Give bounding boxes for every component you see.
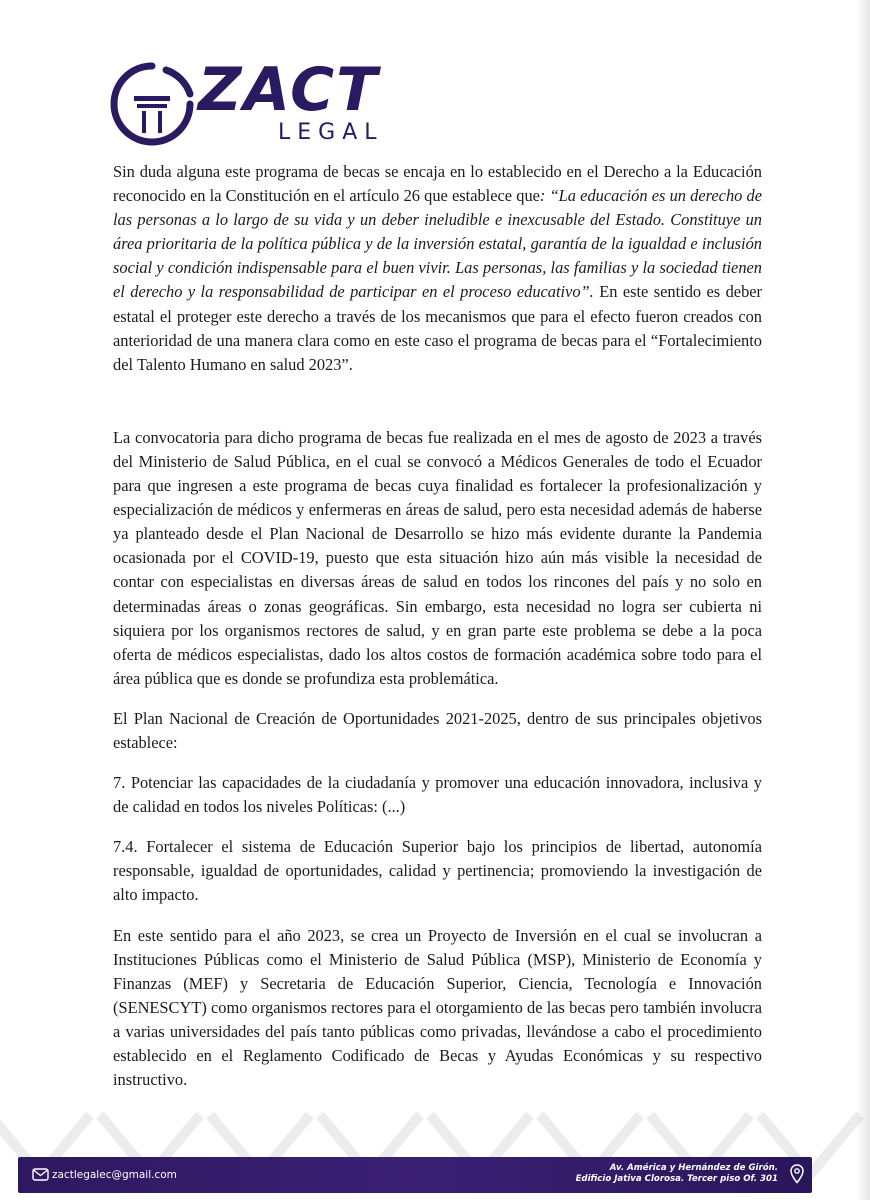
document-body (113, 160, 762, 1092)
logo-brand-text: ZACT (198, 55, 380, 125)
paragraph-objective-7: 7. Potenciar las capacidades de la ciudadanía y promover una educación innovadora, inclusiva y de calidad en todos los niveles Políticas: (...) (113, 773, 762, 817)
footer-address-line2: Edificio Jativa Clorosa. Tercer piso Of. 301 (575, 1174, 778, 1184)
paragraph-proyecto-inversion: En este sentido para el año 2023, se crea un Proyecto de Inversión en el cual se involucran a Instituciones Públicas como el Ministerio de Salud Pública (MSP), Ministerio de Economía y Finanzas (MEF) y Secretaria de Educación Superior, Ciencia, Tecnología e Innovación (SENESCYT) como organismos rectores para el otorgamiento de las becas pero también involucra a varias universidades del país tanto públicas como privadas, llevándose a cabo el procedimiento establecido en el Reglamento Codificado de Becas y Ayudas Económicas y su respectivo instructivo. (113, 925, 762, 1090)
paragraph-objective-7-4: 7.4. Fortalecer el sistema de Educación Superior bajo los principios de libertad, autonomía responsable, igualdad de oportunidades, calidad y pertinencia; promoviendo la investigación de alto impacto. (113, 837, 762, 905)
pillar-emblem-icon (106, 58, 198, 150)
footer-address-line1: Av. América y Hernández de Girón. (609, 1163, 778, 1173)
paragraph-text: Sin duda alguna este programa de becas se encaja en lo establecido en el Derecho a la Educación reconocido en la Constitución en el artículo 26 que establece que (113, 162, 762, 206)
constitution-quote: : “La educación es un derecho de las personas a lo largo de su vida y un deber ineludible e inexcusable del Estado. Constituye un área prioritaria de la política pública y de la inversión estatal, garantía de la igualdad e inclusión social y condición indispensable para el buen vivir. Las personas, las familias y la sociedad tienen el derecho y la responsabilidad de participar en el proceso educativo”. (113, 186, 762, 302)
paragraph-constitution (113, 160, 762, 377)
zact-legal-logo (106, 55, 386, 150)
paragraph-plan-nacional: El Plan Nacional de Creación de Oportunidades 2021-2025, dentro de sus principales objetivos establece: (113, 708, 762, 752)
location-pin-icon (790, 1164, 804, 1184)
footer-email[interactable]: zactlegalec@gmail.com (52, 1169, 177, 1181)
page-edge-shadow (856, 0, 870, 1200)
footer-address (576, 1163, 778, 1185)
paragraph-convocatoria: La convocatoria para dicho programa de becas fue realizada en el mes de agosto de 2023 a través del Ministerio de Salud Pública, en el cual se convocó a Médicos Generales de todo el Ecuador para que ingresen a este programa de becas cuya finalidad es fortalecer la profesionalización y especialización de médicos y enfermeras en áreas de salud, pero esta necesidad además de haberse ya planteado desde el Plan Nacional de Desarrollo se hizo más evidente durante la Pandemia ocasionada por el COVID-19, puesto que esta situación hizo aún más visible la necesidad de contar con especialistas en diversas áreas de salud en todos los rincones del país y no solo en determinadas áreas o zonas geográficas. Sin embargo, esta necesidad no logra ser cubierta ni siquiera por los organismos rectores de salud, y en gran parte este problema se debe a la poca oferta de médicos especialistas, dado los altos costos de formación académica sobre todo para el área pública que es donde se profundiza esta problemática. (113, 427, 762, 688)
logo-subtitle-text: LEGAL (278, 120, 384, 145)
paragraph-text: En este sentido es deber estatal el proteger este derecho a través de los mecanismos que para el efecto fueron creados con anterioridad de una manera clara como en este caso el programa de becas para el “Fortalecimiento del Talento Humano en salud 2023”. (113, 282, 762, 374)
mail-icon (32, 1168, 49, 1181)
